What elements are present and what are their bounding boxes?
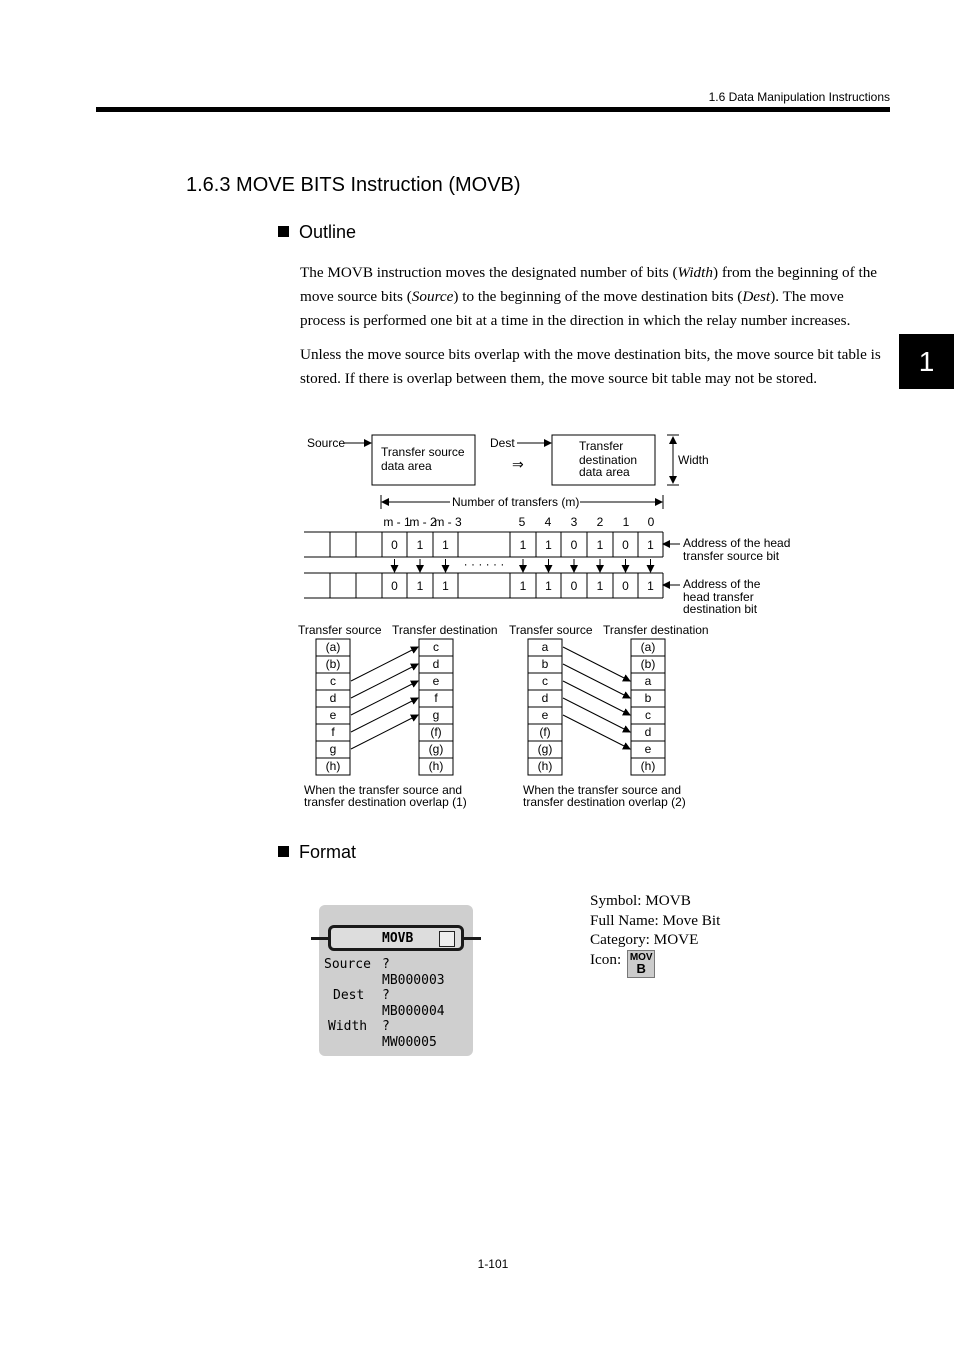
overlap2-source-cell-text: d — [541, 691, 549, 705]
overlap2-dest-cell-text: (b) — [640, 657, 656, 671]
bit-index-label: 1 — [622, 515, 630, 529]
svg-text:Transfer source: Transfer source — [381, 445, 465, 459]
overlap1-source-cell-text: g — [329, 742, 337, 756]
overlap2-arrow — [563, 698, 630, 732]
overlap2-source-cell-text: a — [541, 640, 549, 654]
svg-text:data area: data area — [381, 459, 432, 473]
svg-text:head transfer: head transfer — [683, 590, 754, 604]
ladder-instruction-box — [328, 925, 464, 951]
bit-value: 1 — [545, 538, 552, 552]
page-number: 1-101 — [477, 1257, 509, 1271]
ladder-param-value: MB000003 — [382, 973, 445, 988]
bit-value: 1 — [416, 579, 424, 593]
ladder-instruction-name: MOVB — [382, 931, 414, 946]
overlap2-arrow — [563, 647, 630, 681]
overlap1-source-cell-text: (h) — [325, 759, 341, 773]
bit-value: 1 — [596, 579, 604, 593]
overlap1-dest-cell-text: (f) — [430, 725, 442, 739]
outline-paragraph-1: The MOVB instruction moves the designated number of bits (Width) from the beginning of the move source bits (Source) to the beginning of the move destination bits (Dest). The move process is performed one bit at a time in the direction in which the relay number increases. — [300, 264, 878, 329]
bit-value: 0 — [391, 579, 398, 593]
overlap2-source-cell-text: b — [541, 657, 549, 671]
ladder-param-label: Width — [328, 1019, 368, 1034]
header-rule — [96, 107, 890, 112]
overlap2-dest-cell-text: a — [644, 674, 652, 688]
implies-symbol: ⇒ — [512, 456, 524, 472]
overlap2-source-cell-text: e — [541, 708, 549, 722]
overlap1-dest-cell-text: (h) — [428, 759, 444, 773]
bit-value: 0 — [391, 538, 398, 552]
overlap1-source-cell-text: d — [329, 691, 337, 705]
svg-text:When the transfer source and: When the transfer source and — [304, 783, 463, 797]
svg-text:Transfer destination: Transfer destination — [603, 623, 709, 637]
ladder-symbol — [311, 905, 481, 1056]
dest-label: Dest — [490, 436, 515, 450]
ladder-param-label: Dest — [333, 988, 365, 1003]
ladder-param-value: ? — [382, 957, 390, 972]
bit-value: 0 — [570, 538, 578, 552]
bit-value: 1 — [519, 579, 527, 593]
overlap2-dest-cell-text: c — [645, 708, 651, 722]
ladder-param-value: ? — [382, 1019, 390, 1034]
overlap1-arrow — [351, 715, 418, 749]
bit-index-label: m - 2 — [409, 515, 437, 529]
overlap1-dest-cell-text: g — [432, 708, 440, 722]
bit-index-label: m - 1 — [383, 515, 411, 529]
overlap1-dest-cell-text: (g) — [428, 742, 444, 756]
bit-index-label: m - 3 — [434, 515, 462, 529]
category-text: Category: MOVE — [590, 931, 699, 948]
bit-value: 0 — [622, 538, 629, 552]
overlap1-dest-cell-text: f — [434, 691, 438, 705]
bit-index-label: 2 — [596, 515, 604, 529]
ladder-wire-right — [461, 937, 481, 940]
bit-value: 1 — [596, 538, 604, 552]
bit-index-label: 0 — [647, 515, 655, 529]
ladder-param-value: ? — [382, 988, 390, 1003]
svg-text:transfer destination overlap (: transfer destination overlap (1) — [304, 795, 467, 809]
bit-value: 1 — [647, 579, 654, 593]
overlap2-source-cell-text: (h) — [537, 759, 553, 773]
format-info — [590, 891, 720, 978]
instruction-image-icon — [439, 931, 455, 947]
bit-value: 1 — [545, 579, 552, 593]
outline-body — [300, 261, 892, 391]
overlap1-dest-cell-text: c — [433, 640, 439, 654]
overlap1-source-cell-text: (a) — [325, 640, 341, 654]
bit-value: 0 — [622, 579, 629, 593]
bit-value: 1 — [442, 538, 449, 552]
overlap1-source-cell-text: f — [331, 725, 335, 739]
bit-value: 1 — [647, 538, 654, 552]
movb-diagram — [290, 425, 810, 825]
outline-paragraph-2: Unless the move source bits overlap with the move destination bits, the move source bit table is stored. If there is overlap between them, the move source bit table may not be stored. — [300, 346, 881, 387]
svg-text:destination: destination — [579, 453, 638, 467]
bit-value: 0 — [570, 579, 578, 593]
overlap2-arrow — [563, 681, 630, 715]
overlap1-arrow — [351, 664, 418, 698]
overlap1-source-cell-text: (b) — [325, 657, 341, 671]
svg-text:Transfer source: Transfer source — [298, 623, 382, 637]
overlap2-dest-cell-text: (a) — [640, 640, 656, 654]
full-name-text: Full Name: Move Bit — [590, 911, 721, 929]
svg-text:Transfer source: Transfer source — [509, 623, 593, 637]
bullet-square-icon — [278, 846, 289, 857]
svg-text:data area: data area — [579, 465, 630, 479]
svg-text:transfer destination overlap (: transfer destination overlap (2) — [523, 795, 686, 809]
format-heading: Format — [278, 842, 356, 863]
ladder-param-value: MB000004 — [382, 1004, 445, 1019]
bullet-square-icon — [278, 226, 289, 237]
overlap1-source-cell-text: e — [329, 708, 337, 722]
overlap2-dest-cell-text: e — [644, 742, 652, 756]
ladder-param-value: MW00005 — [382, 1035, 437, 1050]
running-header: 1.6 Data Manipulation Instructions — [708, 90, 890, 104]
overlap2-dest-cell-text: d — [644, 725, 652, 739]
svg-text:Address of the head: Address of the head — [683, 536, 791, 550]
overlap2-source-cell-text: (f) — [539, 725, 551, 739]
symbol-text: Symbol: MOVB — [590, 892, 691, 909]
outline-heading: Outline — [278, 222, 356, 243]
source-label: Source — [307, 436, 346, 450]
bit-index-label: 5 — [518, 515, 526, 529]
bit-index-label: 4 — [544, 515, 552, 529]
movb-icon: MOV B — [627, 950, 655, 978]
overlap2-arrow — [563, 715, 630, 749]
overlap1-arrow — [351, 698, 418, 732]
svg-text:Transfer destination: Transfer destination — [392, 623, 498, 637]
overlap1-source-cell-text: c — [330, 674, 336, 688]
svg-text:Address of the: Address of the — [683, 577, 761, 591]
chapter-tab: 1 — [899, 334, 954, 389]
svg-text:transfer source bit: transfer source bit — [683, 549, 780, 563]
svg-text:When the transfer source and: When the transfer source and — [523, 783, 682, 797]
overlap1-dest-cell-text: e — [432, 674, 440, 688]
svg-text:destination bit: destination bit — [683, 602, 758, 616]
ellipsis-dots: · · · · · · — [463, 557, 505, 571]
width-label: Width — [678, 453, 709, 467]
overlap1-dest-cell-text: d — [432, 657, 440, 671]
ladder-param-label: Source — [324, 957, 371, 972]
svg-text:Transfer: Transfer — [579, 439, 624, 453]
bit-value: 1 — [416, 538, 424, 552]
icon-row: Icon: MOV B — [590, 950, 720, 978]
bit-value: 1 — [442, 579, 449, 593]
bit-value: 1 — [519, 538, 527, 552]
overlap2-arrow — [563, 664, 630, 698]
bit-index-label: 3 — [570, 515, 578, 529]
overlap1-arrow — [351, 647, 418, 681]
overlap2-dest-cell-text: (h) — [640, 759, 656, 773]
section-title: 1.6.3 MOVE BITS Instruction (MOVB) — [186, 174, 521, 196]
transfers-label: Number of transfers (m) — [452, 495, 580, 509]
overlap1-arrow — [351, 681, 418, 715]
overlap2-source-cell-text: c — [542, 674, 548, 688]
overlap2-source-cell-text: (g) — [537, 742, 553, 756]
overlap2-dest-cell-text: b — [644, 691, 652, 705]
